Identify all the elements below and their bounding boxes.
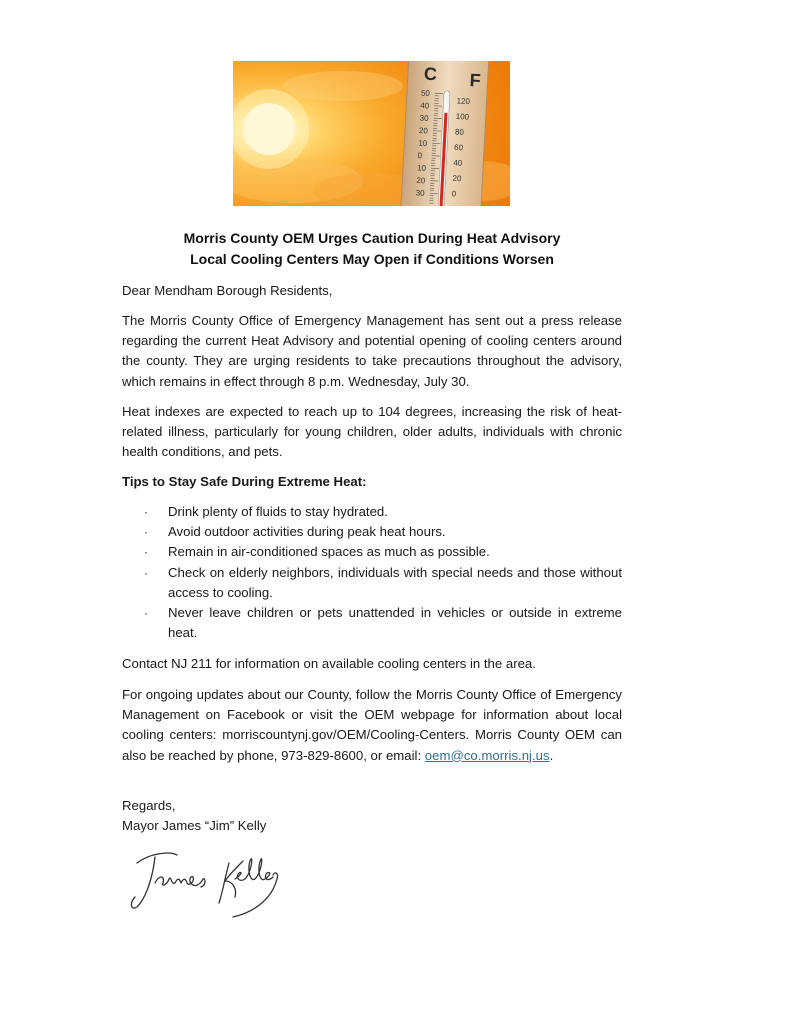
handwritten-signature — [125, 845, 290, 925]
fahrenheit-tick-label: 60 — [453, 142, 464, 153]
headline-line-1: Morris County OEM Urges Caution During Heat Advisory — [183, 230, 561, 246]
paragraph-heat-index: Heat indexes are expected to reach up to 104 degrees, increasing the risk of heat-related illness, particularly for young children, older adults, individuals with chronic health conditions, and pets. — [122, 404, 622, 460]
tip-text: Remain in air-conditioned spaces as much as possible. — [168, 544, 490, 560]
celsius-tick-label: 30 — [415, 188, 425, 198]
bullet-dot: · — [144, 565, 148, 580]
fahrenheit-tick-label: 20 — [452, 173, 462, 184]
celsius-tick-label: 10 — [418, 138, 428, 148]
list-item — [122, 542, 622, 562]
tip-text: Never leave children or pets unattended in vehicles or outside in extreme heat. — [168, 605, 622, 641]
tips-list — [122, 502, 622, 643]
celsius-tick-label: 20 — [416, 175, 426, 186]
bullet-dot: · — [144, 525, 148, 540]
celsius-tick-label: 20 — [418, 125, 429, 136]
svg-text:F: F — [469, 70, 482, 91]
paragraph-press-release: The Morris County Office of Emergency Management has sent out a press release regarding the current Heat Advisory and potential opening of cooling centers around the county. They are urging residents to take precautions throughout the advisory, which remains in effect through 8 p.m. Wednesday, July 30. — [122, 313, 622, 389]
tips-heading: Tips to Stay Safe During Extreme Heat: — [122, 474, 367, 489]
fahrenheit-tick-label: 0 — [451, 189, 457, 199]
bullet-dot: · — [144, 606, 148, 621]
tip-text: Drink plenty of fluids to stay hydrated. — [168, 504, 388, 519]
list-item — [122, 563, 622, 603]
headline-line-2: Local Cooling Centers May Open if Conditions Worsen — [190, 251, 554, 267]
celsius-tick-label: 50 — [420, 88, 431, 98]
salutation: Dear Mendham Borough Residents, — [122, 283, 333, 298]
closing: Regards, — [122, 798, 176, 813]
list-item — [122, 502, 622, 522]
heat-thermometer-image — [233, 61, 510, 206]
list-item — [122, 522, 622, 542]
fahrenheit-tick-label: 100 — [455, 111, 470, 122]
signer-name: Mayor James “Jim” Kelly — [122, 818, 267, 833]
fahrenheit-tick-label: 80 — [454, 127, 465, 137]
bullet-dot: · — [144, 545, 148, 560]
tip-text: Check on elderly neighbors, individuals with special needs and those without access to cooling. — [168, 564, 622, 600]
paragraph-updates — [122, 685, 622, 766]
fahrenheit-tick-label: 120 — [456, 96, 471, 107]
celsius-tick-label: 30 — [419, 113, 429, 123]
tip-text: Avoid outdoor activities during peak heat hours. — [168, 524, 446, 540]
celsius-tick-label: 10 — [416, 163, 427, 173]
fahrenheit-tick-label: 40 — [453, 158, 463, 168]
paragraph-updates-end: . — [549, 747, 554, 763]
email-link[interactable]: oem@co.morris.nj.us — [424, 747, 550, 763]
list-item — [122, 603, 622, 643]
celsius-tick-label: 0 — [417, 150, 423, 161]
celsius-tick-label: 40 — [420, 101, 430, 111]
paragraph-updates-text: For ongoing updates about our County, follow the Morris County Office of Emergency Management on Facebook or visit the OEM webpage for information about local cooling centers: morriscountynj.gov/OEM/Cooling-Centers. Morris County OEM can also be reached by phone, 973-829-8600, or email: — [122, 687, 622, 763]
bullet-dot: · — [144, 505, 148, 519]
heat-thermometer-icon — [233, 61, 510, 206]
svg-text:C: C — [423, 63, 438, 85]
contact-line: Contact NJ 211 for information on available cooling centers in the area. — [122, 656, 536, 671]
